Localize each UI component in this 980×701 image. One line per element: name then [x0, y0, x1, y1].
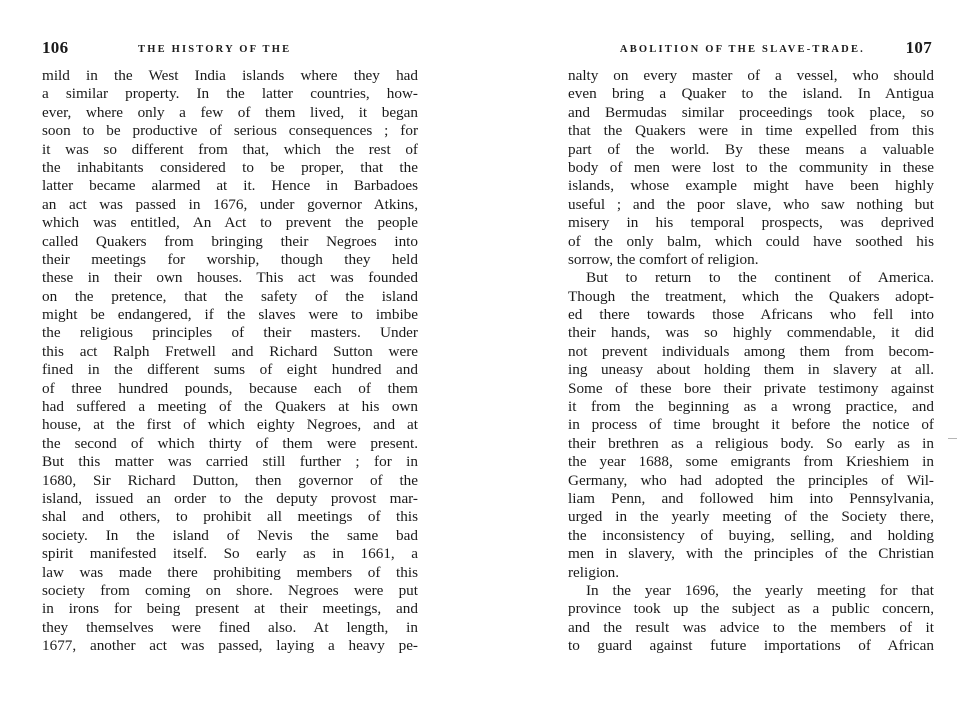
text-line: not prevent individuals among them from becom- — [568, 342, 934, 360]
left-page-header — [42, 38, 422, 60]
text-line: it from the beginning as a wrong practice, and — [568, 398, 934, 416]
text-line: island, issued an order to the deputy provost mar- — [42, 489, 418, 507]
text-line: in process of time brought it before the notice of — [568, 416, 934, 434]
text-line: liam Penn, and followed him into Pennsylvania, — [568, 489, 934, 507]
text-line: the inconsistency of buying, selling, and holding — [568, 526, 934, 544]
text-line: even bring a Quaker to the island. In Antigua — [568, 85, 934, 103]
text-line: useful ; and the poor slave, who saw nothing but — [568, 195, 934, 213]
text-line: a similar property. In the latter countries, how- — [42, 85, 418, 103]
text-line: of the only balm, which could have soothed his — [568, 232, 934, 250]
text-line: shal and others, to prohibit all meetings of this — [42, 508, 418, 526]
text-line: the second of which thirty of them were present. — [42, 434, 418, 452]
text-line: on the pretence, that the safety of the island — [42, 287, 418, 305]
text-line: had suffered a meeting of the Quakers at his own — [42, 398, 418, 416]
text-line: these in their own houses. This act was founded — [42, 269, 418, 287]
text-line: this act Ralph Fretwell and Richard Sutton were — [42, 342, 418, 360]
text-line: part of the world. By these means a valuable — [568, 140, 934, 158]
text-line: which was entitled, An Act to prevent the people — [42, 214, 418, 232]
text-line: ed there towards those Africans who fell into — [568, 306, 934, 324]
left-page-body — [42, 67, 418, 656]
text-line: called Quakers from bringing their Negroes into — [42, 232, 418, 250]
right-page-number: 107 — [905, 38, 932, 57]
text-line: to guard against future importations of African — [568, 637, 934, 655]
right-running-head: ABOLITION OF THE SLAVE-TRADE. — [619, 44, 865, 55]
text-line: in irons for being present at their meetings, and — [42, 600, 418, 618]
text-line: men in slavery, with the principles of the Christian — [568, 545, 934, 563]
text-line: their brethren as a religious body. So early as in — [568, 434, 934, 452]
text-line: and the result was advice to the members of it — [568, 618, 934, 636]
text-line: law was made there prohibiting members of this — [42, 563, 418, 581]
text-line: their hands, was so highly commendable, it did — [568, 324, 934, 342]
text-line: their meetings for worship, though they held — [42, 250, 418, 268]
margin-mark — [948, 438, 957, 439]
right-page-body — [568, 67, 934, 656]
text-line: spirit manifested itself. So early as in 1661, a — [42, 545, 418, 563]
text-line: ing uneasy about holding them in slavery at all. — [568, 361, 934, 379]
text-line: might be endangered, if the slaves were to imbibe — [42, 306, 418, 324]
text-line: the inhabitants considered to be proper, that the — [42, 158, 418, 176]
text-line: that the Quakers were in time expelled from this — [568, 122, 934, 140]
text-line: nalty on every master of a vessel, who should — [568, 67, 934, 84]
text-line: body of men were lost to the community in these — [568, 158, 934, 176]
right-page — [490, 0, 980, 701]
text-line: and Bermudas similar proceedings took place, so — [568, 103, 934, 121]
text-line: the year 1688, some emigrants from Krieshiem in — [568, 453, 934, 471]
text-line: But this matter was carried still further ; for in — [42, 453, 418, 471]
text-line: latter became alarmed at it. Hence in Barbadoes — [42, 177, 418, 195]
text-line: it was so different from that, which the rest of — [42, 140, 418, 158]
text-line: an act was passed in 1676, under governor Atkins, — [42, 195, 418, 213]
paragraph-end-line: sorrow, the comfort of religion. — [568, 250, 759, 268]
right-page-header — [568, 38, 932, 60]
text-line: of three hundred pounds, because each of them — [42, 379, 418, 397]
text-line: Some of these bore their private testimony against — [568, 379, 934, 397]
text-line: 1677, another act was passed, laying a heavy pe- — [42, 637, 418, 655]
text-line: urged in the yearly meeting of the Society there, — [568, 508, 934, 526]
text-line: fined in the different sums of eight hundred and — [42, 361, 418, 379]
text-line: soon to be productive of serious consequences ; for — [42, 122, 418, 140]
text-line: they themselves were fined also. At length, in — [42, 618, 418, 636]
paragraph-start-line: But to return to the continent of America. — [586, 269, 934, 287]
text-line: province took up the subject as a public concern, — [568, 600, 934, 618]
text-line: Though the treatment, which the Quakers adopt- — [568, 287, 934, 305]
text-line: islands, whose example might have been highly — [568, 177, 934, 195]
text-line: misery in his temporal prospects, was deprived — [568, 214, 934, 232]
text-line: ever, where only a few of them lived, it began — [42, 103, 418, 121]
paragraph-start-line: In the year 1696, the yearly meeting for that — [586, 581, 934, 599]
text-line: society. In the island of Nevis the same bad — [42, 526, 418, 544]
text-line: mild in the West India islands where they had — [42, 67, 418, 84]
text-line: house, at the first of which eighty Negroes, and at — [42, 416, 418, 434]
paragraph-end-line: religion. — [568, 563, 620, 581]
text-line: 1680, Sir Richard Dutton, then governor of the — [42, 471, 418, 489]
text-line: the religious principles of their masters. Under — [42, 324, 418, 342]
left-page-number: 106 — [42, 38, 69, 57]
text-line: society from coming on shore. Negroes were put — [42, 581, 418, 599]
text-line: Germany, who had adopted the principles of Wil- — [568, 471, 934, 489]
left-running-head: THE HISTORY OF THE — [138, 44, 292, 55]
